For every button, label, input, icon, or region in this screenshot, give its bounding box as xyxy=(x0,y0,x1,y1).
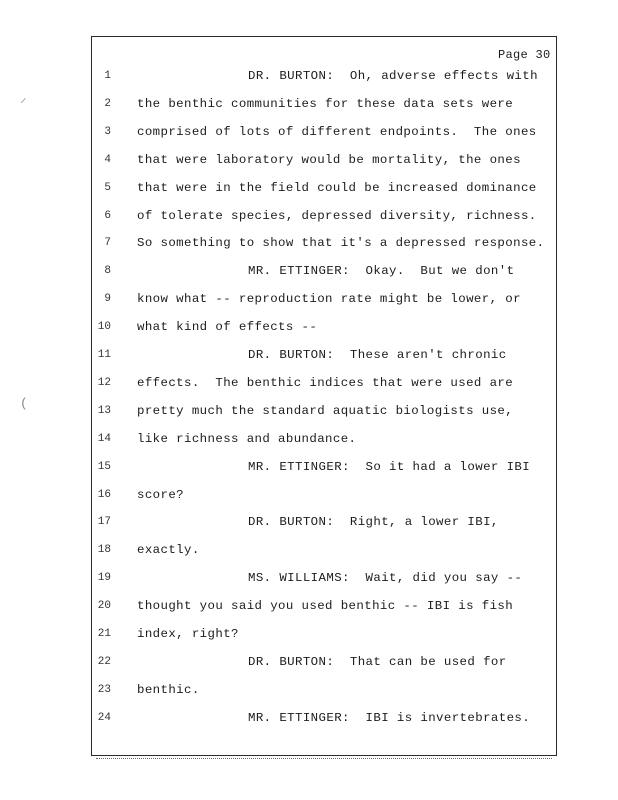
line-number: 21 xyxy=(97,628,111,640)
line-number: 18 xyxy=(97,544,111,557)
line-number: 20 xyxy=(97,600,111,613)
line-number: 22 xyxy=(97,655,111,668)
bottom-rule xyxy=(96,758,552,759)
line-number: 2 xyxy=(104,97,111,110)
line-number: 13 xyxy=(97,404,111,417)
page-number: Page 30 xyxy=(498,48,551,62)
line-number: 5 xyxy=(104,181,111,194)
testimony-line: of tolerate species, depressed diversity, richness. xyxy=(137,208,537,223)
testimony-line: the benthic communities for these data sets were xyxy=(137,96,514,111)
testimony-line: score? xyxy=(137,487,185,502)
speaker-line: MS. WILLIAMS: Wait, did you say -- xyxy=(248,571,523,586)
speaker-line: MR. ETTINGER: Okay. But we don't xyxy=(248,264,515,279)
line-number: 24 xyxy=(97,711,111,724)
line-number: 9 xyxy=(104,293,111,306)
line-number: 6 xyxy=(104,209,111,222)
line-number: 23 xyxy=(97,683,111,696)
testimony-line: that were in the field could be increased dominance xyxy=(137,180,537,195)
line-number: 17 xyxy=(97,516,111,529)
line-number: 19 xyxy=(97,572,111,585)
line-number: 14 xyxy=(97,432,111,445)
testimony-line: effects. The benthic indices that were used are xyxy=(137,375,514,390)
line-number: 12 xyxy=(97,376,111,389)
speaker-line: DR. BURTON: Oh, adverse effects with xyxy=(248,69,538,83)
line-number: 16 xyxy=(97,488,111,501)
testimony-line: thought you said you used benthic -- IBI is fish xyxy=(137,599,514,614)
testimony-line: know what -- reproduction rate might be lower, or xyxy=(137,292,521,307)
line-number: 15 xyxy=(97,460,111,473)
speaker-line: DR. BURTON: That can be used for xyxy=(248,654,507,669)
testimony-line: pretty much the standard aquatic biologists use, xyxy=(137,403,514,418)
margin-tick-mark: ⸝ xyxy=(20,91,27,106)
testimony-line: exactly. xyxy=(137,543,200,558)
speaker-line: MR. ETTINGER: IBI is invertebrates. xyxy=(248,710,531,725)
margin-bracket-mark: ( xyxy=(20,396,28,411)
testimony-line: like richness and abundance. xyxy=(137,431,357,446)
testimony-line: benthic. xyxy=(137,682,200,697)
speaker-line: DR. BURTON: Right, a lower IBI, xyxy=(248,515,499,530)
testimony-line: that were laboratory would be mortality, the ones xyxy=(137,152,521,167)
testimony-line: index, right? xyxy=(137,627,239,641)
transcript-page xyxy=(91,36,557,756)
speaker-line: MR. ETTINGER: So it had a lower IBI xyxy=(248,459,531,474)
speaker-line: DR. BURTON: These aren't chronic xyxy=(248,348,507,362)
testimony-line: comprised of lots of different endpoints. The ones xyxy=(137,124,537,139)
line-number: 8 xyxy=(104,265,111,278)
line-number: 11 xyxy=(97,349,111,361)
line-number: 10 xyxy=(97,321,111,334)
line-number: 1 xyxy=(104,70,111,82)
line-number: 7 xyxy=(104,237,111,250)
line-number: 4 xyxy=(104,153,111,166)
line-number: 3 xyxy=(104,125,111,138)
testimony-line: what kind of effects -- xyxy=(137,320,318,335)
testimony-line: So something to show that it's a depressed response. xyxy=(137,236,545,251)
